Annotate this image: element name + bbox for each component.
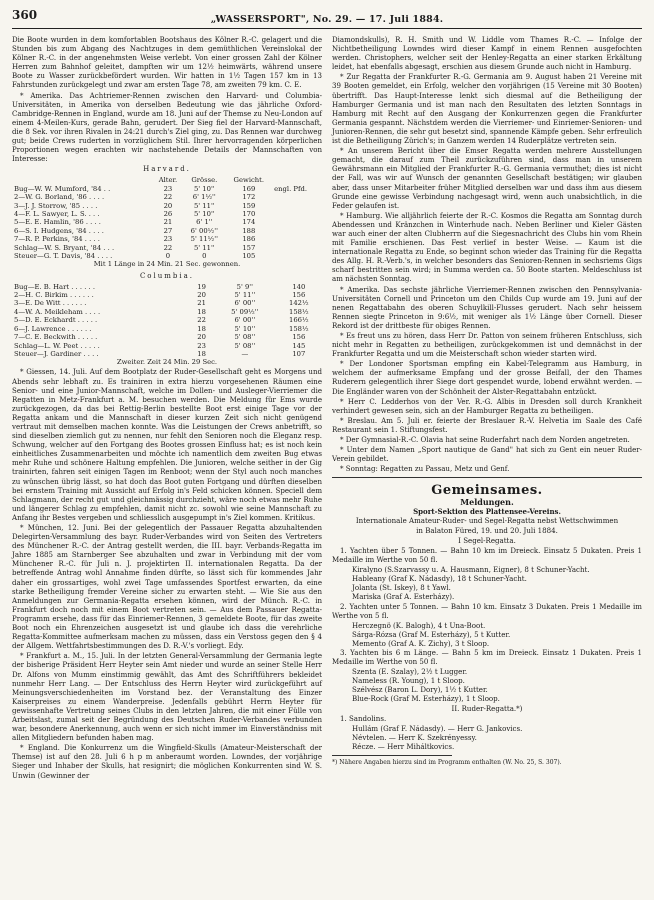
rower-name: Schlag—W. S. Bryant, '84 . . . [14,243,115,252]
left-column [12,35,322,781]
race-entry: Mariska (Graf A. Esterházy). [352,592,455,602]
rower-name: 2—W. G. Borland, '86 . . . . [14,193,105,202]
column-header: Gewicht. [233,176,265,185]
weight-cell: 140 [292,282,306,291]
weight-cell: 172 [242,193,256,202]
weight-cell: 174 [242,218,256,227]
harvard-table [12,176,322,260]
race-entry: Szélvész (Baron L. Dory), 1½ t Kutter. [352,685,488,695]
age-cell: 21 [163,218,173,227]
weight-cell: 105 [242,252,256,261]
weight-cell: 145 [292,341,306,350]
weight-unit: engl. Pfd. [274,184,308,193]
table-title-columbia: Columbia. [139,271,195,280]
article-paragraph: * Amerika. Das sechste jährliche Vierriemer-Rennen zwischen den Pennsylvania-Universitäten Cornell und Princeton um den Childs Cup wurde am 19. Juni auf der nenen Regattabahn des oberen Schuylkill-Flusses gerudert. Nach sehr heissem Rennen siegte Princeton in 9:6½, mit weniger als 1½ Länge über Cornell. Dieser Rekord ist der drittbeste für obiges Rennen. [332,284,642,330]
rower-name: 3—J. J. Storrow, '85 . . . . [14,201,98,210]
article-paragraph: * Frankfurt a. M., 15. Juli. In der letzten General-Versammlung der Germania legte der bisherige Präsident Herr Heyter sein Amt nieder und wurde an seiner Stelle Herr Dr. Alfons von Mumm einstimmig gewählt, das Amt des Schriftführers bekleidet nunmehr Herr Lang. — Der Entschluss des Herrn Heyter wird zurückgeführt auf Meinungsverschiedenheiten im Vorstand bez. der Veranstaltung des Einzer Kaiserpreises zu einem Wanderpreise. Jedenfalls gebührt Herrn Heyter für gewissenhafte Vertretung seines Clubs in den letzten Jahren, die mit einer Fülle von Arbeitslast, zumal seit der Begründung des Deutschen Ruder-Verbandes verbunden war, besondere Anerkennung, auch wenn er sich nicht immer im Einverständniss mit allen Mitgliedern befunden haben mag. [12,651,322,743]
race-entry: Herczegnö (K. Balogh), 4 t Una-Boot. [352,620,486,630]
rower-name: Bug—E. B. Hart . . . . . . [14,282,96,291]
article-paragraph: * Hamburg. Wie alljährlich feierte der R.-C. Kosmos die Regatta am Sonntag durch Abendessen und Kränzchen in Winterhude nach. Neben Berliner und Kieler Gästen war auch einer der alten Clubherrn auf die Siegesnachricht des Clubs hin vom Rhein mit Familie erschienen. Das Fest verlief in bester Weise. — Kaum ist die internationale Regatta zu Ende, so beginnt schon wieder das Training für die Regatta des Allg. H. R.-Verb.'s, in welcher besonders das Senioren-Rennen in sechsriems Gigs scharf bestritten sein wird; in Summa werden ca. 50 Boote starten. Meldeschluss ist am nächsten Sonntag. [332,210,642,284]
race-heading: 3. Yachten bis 6 m Länge. — Bahn 5 km im Dreieck. Einsatz 1 Dukaten. Preis 1 Medaille im Werthe von 50 fl. [332,648,642,667]
age-cell: 18 [197,307,206,316]
article-paragraph: * Es freut uns zu hören, dass Herr Dr. Patton von seinem früheren Entschluss, sich nicht mehr in Regatten zu betheiligen, zurückgekommen ist und demnächst in der Frankfurter Regatta und um die Meisterschaft schon wieder starten wird. [332,331,642,359]
age-cell: 22 [197,316,206,325]
height-cell: 6' 1'' [196,218,213,227]
height-cell: 5' 9'' [236,282,254,291]
height-cell: 5' 08'' [234,333,256,342]
weight-cell: 166½ [289,316,309,325]
height-cell: 5' 11½'' [190,235,218,244]
section-subtitle: Meldungen. [460,496,514,507]
article-paragraph: * England. Die Konkurrenz um die Wingfield-Skulls (Amateur-Meisterschaft der Themse) ist auf den 28. Juli 6 h p m anberaumt worden. Lowndes, der vorjährige Sieger und Inhaber der Skulls, hat resignirt; die möglichen Konkurrenten sind W. S. Unwin (Gewinner der [12,743,322,780]
height-cell: 6' 00'' [234,299,256,308]
age-cell: 21 [197,299,206,308]
table-row [12,202,322,210]
race-entries [332,724,642,751]
columbia-rows [12,283,322,359]
article-paragraph: * Der Gymnasial-R.-C. Olavia hat seine Ruderfahrt nach dem Norden angetreten. [340,435,630,445]
race-entry: Memento (Graf A. K. Zichy), 3 t Sloop. [352,638,490,648]
table-row [12,185,322,193]
weight-cell: 170 [242,210,256,219]
height-cell: — [241,349,249,358]
article-paragraph: * Herr C. Ledderhos von der Ver. R.-G. Albis in Dresden soll durch Krankheit verhindert gewesen sein, sich an der Hamburger Regatta zu betheiligen. [332,396,642,415]
section-title: Gemeinsames. [431,483,543,499]
table-header-row [12,176,322,184]
rower-name: 5—D. E. Eckhardt . . . . . [14,316,98,325]
age-cell: 20 [197,333,206,342]
page-header [12,8,642,29]
regatta-title: Internationale Amateur-Ruder- und Segel-Regatta nebst Wettschwimmen [355,515,619,525]
rower-name: 7—R. P. Perkins, '84 . . . . [14,235,100,244]
race-entries [332,565,642,601]
height-cell: 6' 00'' [234,316,256,325]
table-row [12,308,322,316]
race-entry: Récze. — Herr Miháltkovics. [352,741,455,751]
article-paragraph: * Zur Regatta der Frankfurter R.-G. Germania am 9. August haben 21 Vereine mit 39 Booten gemeldet, ein Erfolg, welcher den vorjährigen (15 Vereine mit 30 Booten) übertrifft. Das Haupt-Interesse lenkt sich diesmal auf die Betheiligung der Hamburger Germania und ist man nach den Resultaten des letzten Sonntags in Hamburg mit Recht auf den Ausgang der Konkurrenzen gegen die Frankfurter Germania gespannt. Nächstdem werden die Vierriemer- und Einriemer-Senioren- und Junioren-Rennen, die sehr gut besetzt sind, spannende Kämpfe geben. Sehr erfreulich ist die Betheiligung Zürich's; in Ganzem werden 14 Ruderplätze vertreten sein. [332,72,642,146]
ruder-title: II. Ruder-Regatta.*) [451,703,523,713]
age-cell: 20 [163,201,173,210]
table-row [12,325,322,333]
article-paragraph: * Der Londoner Sportsman empfing ein Kabel-Telegramm aus Hamburg, in welchem der aufmerksame Empfang und der grosse Beifall, der den Thames Ruderern gelegentlich ihrer Siege dort gespendet wurde, lobend erwähnt werden. — Die Engländer waren von der Schönheit der Alster-Regattabahn entzückt. [332,359,642,396]
article-paragraph: * Sonntag: Regatten zu Passau, Metz und Genf. [340,464,510,474]
height-cell: 6' 1½'' [192,193,216,202]
article-paragraph: * Unter dem Namen „Sport nautique de Gand" hat sich zu Gent ein neuer Ruder-Verein gebildet. [332,445,642,464]
race-entries [332,667,642,703]
weight-cell: 156 [292,333,306,342]
rower-name: Schlag—L. W. Peet . . . . . [14,341,100,350]
rower-name: 3—E. De Witt . . . . . . [14,299,87,308]
age-cell: 27 [163,226,173,235]
table-row [12,210,322,218]
columns [12,35,642,781]
height-cell: 5' 09½'' [231,307,259,316]
harvard-result: Mit 1 Länge in 24 Min. 21 Sec. gewonnen. [93,260,241,269]
age-cell: 19 [197,282,206,291]
table-row [12,252,322,260]
race-entry: Névtelen. — Herr K. Szekrényessy. [352,732,477,742]
harvard-rows [12,185,322,261]
table-row [12,333,322,341]
rower-name: Bug—W. W. Mumford, '84 . . [14,184,111,193]
rower-name: 5—E. E. Hamlin, '86 . . . . [14,218,101,227]
table-row [12,316,322,324]
page-title: „WASSERSPORT", No. 29. — 17. Juli 1884. [210,14,444,25]
table-row [12,299,322,307]
rower-name: 6—J. Lawrence . . . . . . [14,324,92,333]
article-paragraph: * Breslau. Am 5. Juli er. feierte der Breslauer R.-V. Helvetia im Saale des Café Restaurant sein 1. Stiftungsfest. [332,415,642,434]
weight-cell: 142½ [289,299,309,308]
table-row [12,193,322,201]
height-cell: 5' 10'' [193,210,215,219]
weight-cell: 188 [242,226,256,235]
race-entry: Szenta (E. Szalay), 2½ t Lugger. [352,667,468,677]
height-cell: 5' 10'' [234,324,256,333]
age-cell: 18 [197,349,206,358]
height-cell: 0 [202,252,207,261]
age-cell: 23 [197,341,206,350]
article-paragraph: * München, 12. Juni. Bei der gelegentlich der Passauer Regatta abzuhaltenden Delegirten-Versammlung des bayr. Ruder-Verbandes wird von Seiten des Vertreters des Münchener R.-C. der Antrag gestellt werden, die III. bayr. Verbands-Regatta im Jahre 1885 am Starnberger See abzuhalten und zwar in Verbindung mit der vom Münchener R.-C. für Juli n. J. projektirten II. internationalen Regatta. Da der betreffende Antrag wohl Annahme finden dürfte, so lässt sich für kommendes Jahr daher ein grossartiges, wohl zwei Tage umfassendes Sportfest erwarten, da eine starke Betheiligung fremder Vereine sicher zu erwarten steht. — Wie Sie aus den Anmeldungen zur Germania-Regatta ersehen können, wird der Münch. R.-C. in Frankfurt doch noch mit einem Boot vertreten sein. — Aus dem Passauer Regatta-Programm ersehe, dass für das Einriemer-Rennen, 3 gemeldete Boote, für das zweite Boot noch ein Ehrenzeichen ausgesetzt ist und glaube ich dass die verehrliche Regatta-Kommittee aufmerksam machen zu müssen, dass ein Verstoss gegen den § 4 der Allgem. Wettfahrtsbestimmungen des D. R.-V.'s vorliegt. Edy. [12,523,322,651]
weight-cell: 186 [242,235,256,244]
segel-title: I Segel-Regatta. [458,535,516,545]
age-cell: 18 [197,324,206,333]
race-entries [332,621,642,648]
column-header: Grösse. [191,176,218,185]
table-row [12,283,322,291]
rower-name: Steuer—G. T. Davis, '84 . . . . [14,252,113,261]
table-row [12,244,322,252]
columbia-table [12,283,322,359]
race-entry: Nameless (R. Young), 1 t Sloop. [352,676,465,686]
race-entry: Kiralyno (S.Szarvassy u. A. Hausmann, Eigner), 8 t Schuner-Yacht. [352,565,590,575]
page-number: 360 [12,8,38,22]
rower-name: 4—W. A. Meikleham . . . . [14,307,101,316]
height-cell: 5' 11'' [193,201,215,210]
height-cell: 5' 10'' [193,184,215,193]
table-row [12,291,322,299]
article-paragraph: * Giessen, 14. Juli. Auf dem Bootplatz der Ruder-Gesellschaft geht es Morgens und Abends sehr lebhaft zu. Es trainiren in extra hierzu vorgesehenen Räumen eine Senior- und eine Junior-Mannschaft, welche im Dollen- und Ausleger-Vierriemer die Regatten in Metz-Frankfurt a. M. besuchen werden. Die Meldung für Ems wurde zurückgezogen, da das bei Rettig-Berlin bestellte Boot erst einige Tage vor der Regatta ankam und die Mannschaft in dieser kurzen Zeit sich nicht genügend vertraut mit demselben machen konnte. Was die Leistungen der Crews anbetrifft, so sind dieselben ziemlich gut zu nennen, nur fehlt den Senioren noch die Eleganz resp. Schwung, welcher auf den Fortgang des Bootes grossen Einfluss hat; es ist noch kein einheitliches Zusammenarbeiten und möchte ich namentlich dem zweiten Bug etwas mehr Ruhe und schönere Haltung empfehlen. Die Junioren, welche seither in der Gig trainirten, fahren seit einigen Tagen im Renboot; wenn der Styl auch noch manches zu wünschen übrig lässt, so hat doch das Boot guten Fortgang und dürften dieselben bei ernstem Training mit Aussicht auf Erfolg in's Feld schicken können. Speciell dem Schlagmann, der recht gut und gleichmässig durchzieht, wäre noch etwas mehr Ruhe und längerer Schlag zu empfehlen, damit nicht zc. sowohl wie seine Mannschaft zu Anfang ihr Bestes vergeben und schliesslich ausgepumpt in's Ziel kommen. Kritikus. [12,367,322,522]
columbia-result: Zweiter. Zeit 24 Min. 29 Sec. [116,358,218,367]
height-cell: 5' 08'' [234,341,256,350]
height-cell: 6' 00½'' [190,226,218,235]
table-title-harvard: Harvard. [143,165,191,174]
sport-section-title: Sport-Sektion des Plattensee-Vereins. [413,506,561,516]
race-entry: Jolanta (St. Iskey), 8 t Yawl. [352,583,451,593]
age-cell: 23 [163,184,173,193]
height-cell: 5' 11'' [234,291,256,300]
race-entry: Sárga-Rózsa (Graf M. Esterházy), 5 t Kutter. [352,629,511,639]
weight-cell: 159 [242,201,256,210]
section-divider [332,477,642,478]
table-row [12,350,322,358]
weight-cell: 157 [242,243,256,252]
age-cell: 20 [197,291,206,300]
table-row [12,218,322,226]
height-cell: 5' 11'' [193,243,215,252]
weight-cell: 158½ [289,324,309,333]
weight-cell: 107 [292,349,306,358]
rower-name: 2—H. C. Birkim . . . . . . [14,291,94,300]
race-heading: 2. Yachten unter 5 Tonnen. — Bahn 10 km. Einsatz 3 Dukaten. Preis 1 Medaille im Werthe von 5 fl. [332,601,642,620]
rower-name: Steuer—J. Gardiner . . . . [14,349,99,358]
rower-name: 6—S. I. Hudgens, '84 . . . . [14,226,104,235]
rower-name: 7—C. E. Beckwith . . . . . [14,333,98,342]
table-row [12,227,322,235]
age-cell: 22 [163,243,173,252]
race-entry: Hableany (Graf K. Nádasdy), 18 t Schuner-Yacht. [352,574,527,584]
article-paragraph: * Amerika. Das Achtriemer-Rennen zwischen den Harvard- und Columbia-Universitäten, in Amerika von derselben Bedeutung wie das jährliche Oxford-Cambridge-Rennen in England, wurde am 18. Juni auf der Themse zu Neu-London auf einem 4-Meilen-Kurs, gerade Bahn, gerudert. Der Sieg fiel der Harvard-Mannschaft, die 8 Sek. vor ihren Rivalen in 24:21 durch's Ziel ging, zu. Das Rennen war durchweg gut; beide Crews ruderten in vorzüglichem Stil. Ihrer hervorragenden körperlichen Proportionen wegen erachten wir nachstehende Details der Mannschaften von Interesse: [12,90,322,164]
race-heading: 1. Yachten über 5 Tonnen. — Bahn 10 km im Dreieck. Einsatz 5 Dukaten. Preis 1 Medaille im Werthe von 50 fl. [332,545,642,565]
article-paragraph: Die Boote wurden in dem komfortablen Bootshaus des Kölner R.-C. gelagert und die Stunden bis zum Abgang des Nachtzuges in dem gemüthlichen Vereinslokal der Kölner R.-C. in der angenehmsten Weise verlebt. Von einer grossen Zahl der Kölner Herren zum Bahnhof geleitet, dampften wir um 12½ heimwärts, während unsere Boote zu Wasser zurückbefördert wurden. Wir hatten in 1½ Tagen 157 km in 13 Fahrstunden zurückgelegt und zwar am ersten Tage 78, am zweiten 79 km. C. E. [12,35,322,90]
article-paragraph: Diamondskulls), R. H. Smith und W. Liddle vom Thames R.-C. — Infolge der Nichtbetheiligung Lowndes wird dieser Kampf in einem Rennen ausgefochten werden. Christophers, welcher seit der Henley-Regatta an einer starken Erkältung leidet, hat ebenfalls abgesagt, erschien aus diesem Grunde auch nicht in Hamburg. [332,35,642,72]
weight-cell: 169 [242,184,256,193]
regatta-place: in Balaton Füred, 19. und 20. Juli 1884. [416,525,558,535]
right-column [332,35,642,781]
article-paragraph: * An unserem Bericht über die Emser Regatta werden mehrere Ausstellungen gemacht, die darauf zum Theil zurückzuführen sind, dass man in unserem Gewährsmann ein Mitglied der Frankfurter R.-G. Germania vermuthet; dies ist nicht der Fall, was wir auf Wunsch der genannten Gesellschaft bestätigen; wir glauben aber, dass unser Mitarbeiter früher Mitglied derselben war und dass ihm aus diesem Grunde eine gewisse Verbindung nachgesagt wird, wenn auch unabsichtlich, in die Feder gelaufen ist. [332,146,642,210]
age-cell: 26 [163,210,173,219]
race-entry: Hullám (Graf F. Nádasdy). — Herr G. Jankovics. [352,723,523,733]
weight-cell: 156 [292,291,306,300]
table-row [12,235,322,243]
age-cell: 23 [163,235,173,244]
footnote: *) Nähere Angaben hierzu sind im Programm enthalten (W. No. 25, S. 307). [332,759,562,767]
race-entry: Blue-Rock (Graf M. Esterházy), 1 t Sloop. [352,694,500,704]
age-cell: 0 [165,252,171,261]
weight-cell: 158½ [289,307,309,316]
age-cell: 22 [163,193,173,202]
table-row [12,342,322,350]
rower-name: 4—F. L. Sawyer, L. S. . . . [14,210,100,219]
column-header: Alter. [158,176,178,185]
race-heading: 1. Sandolins. [340,713,387,723]
